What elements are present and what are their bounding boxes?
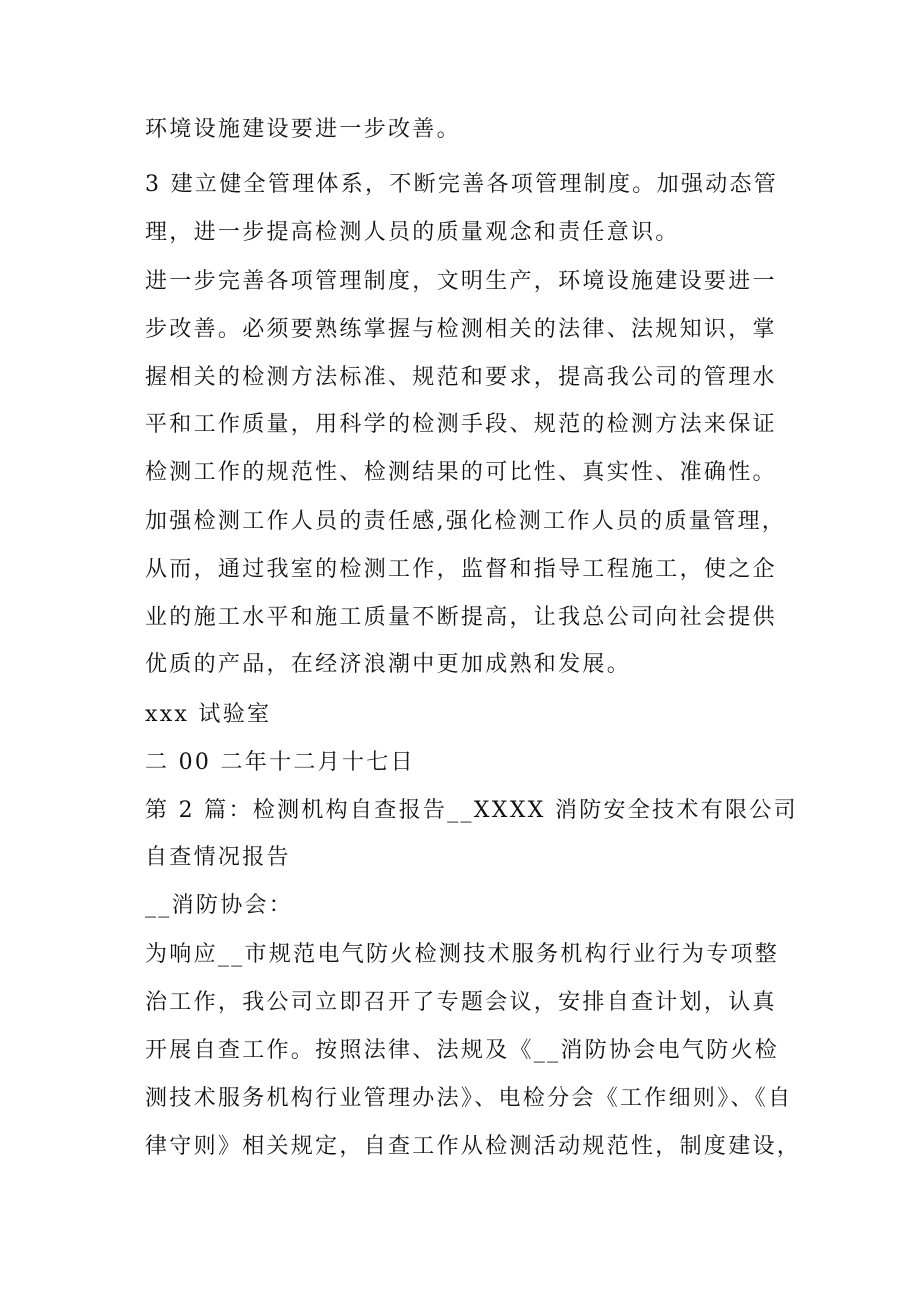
paragraph-line: 加强检测工作人员的责任感,强化检测工作人员的质量管理， <box>145 509 787 534</box>
salutation: __消防协会： <box>145 893 294 918</box>
paragraph-line: 进一步完善各项管理制度，文明生产，环境设施建设要进一 <box>145 269 777 294</box>
signature-organization: xxx 试验室 <box>145 702 272 727</box>
paragraph-line: 为响应__市规范电气防火检测技术服务机构行业行为专项整 <box>145 942 780 967</box>
paragraph-line: 从而，通过我室的检测工作，监督和指导工程施工，使之企 <box>145 557 777 582</box>
paragraph-line: 测技术服务机构行业管理办法》、电检分会《工作细则》、《自 <box>145 1086 793 1111</box>
paragraph-line: 平和工作质量，用科学的检测手段、规范的检测方法来保证 <box>145 412 777 437</box>
report-title: 自查情况报告 <box>145 845 291 870</box>
section-heading: 第 2 篇：检测机构自查报告__XXXX 消防安全技术有限公司 <box>145 798 798 823</box>
paragraph-line: 3 建立健全管理体系，不断完善各项管理制度。加强动态管 <box>145 172 779 197</box>
paragraph-line: 优质的产品，在经济浪潮中更加成熟和发展。 <box>145 652 632 677</box>
paragraph-line: 业的施工水平和施工质量不断提高，让我总公司向社会提供 <box>145 605 777 630</box>
paragraph-line: 握相关的检测方法标准、规范和要求，提高我公司的管理水 <box>145 365 777 390</box>
paragraph-line: 开展自查工作。按照法律、法规及《__消防协会电气防火检 <box>145 1038 780 1063</box>
paragraph-line: 律守则》相关规定，自查工作从检测活动规范性，制度建设， <box>145 1134 802 1159</box>
paragraph-line: 检测工作的规范性、检测结果的可比性、真实性、准确性。 <box>145 460 777 485</box>
paragraph-line: 步改善。必须要熟练掌握与检测相关的法律、法规知识，掌 <box>145 317 777 342</box>
paragraph-line: 理，进一步提高检测人员的质量观念和责任意识。 <box>145 220 680 245</box>
paragraph-line: 环境设施建设要进一步改善。 <box>145 117 461 142</box>
signature-date: 二 00 二年十二月十七日 <box>145 750 415 775</box>
paragraph-line: 治工作，我公司立即召开了专题会议，安排自查计划，认真 <box>145 990 777 1015</box>
